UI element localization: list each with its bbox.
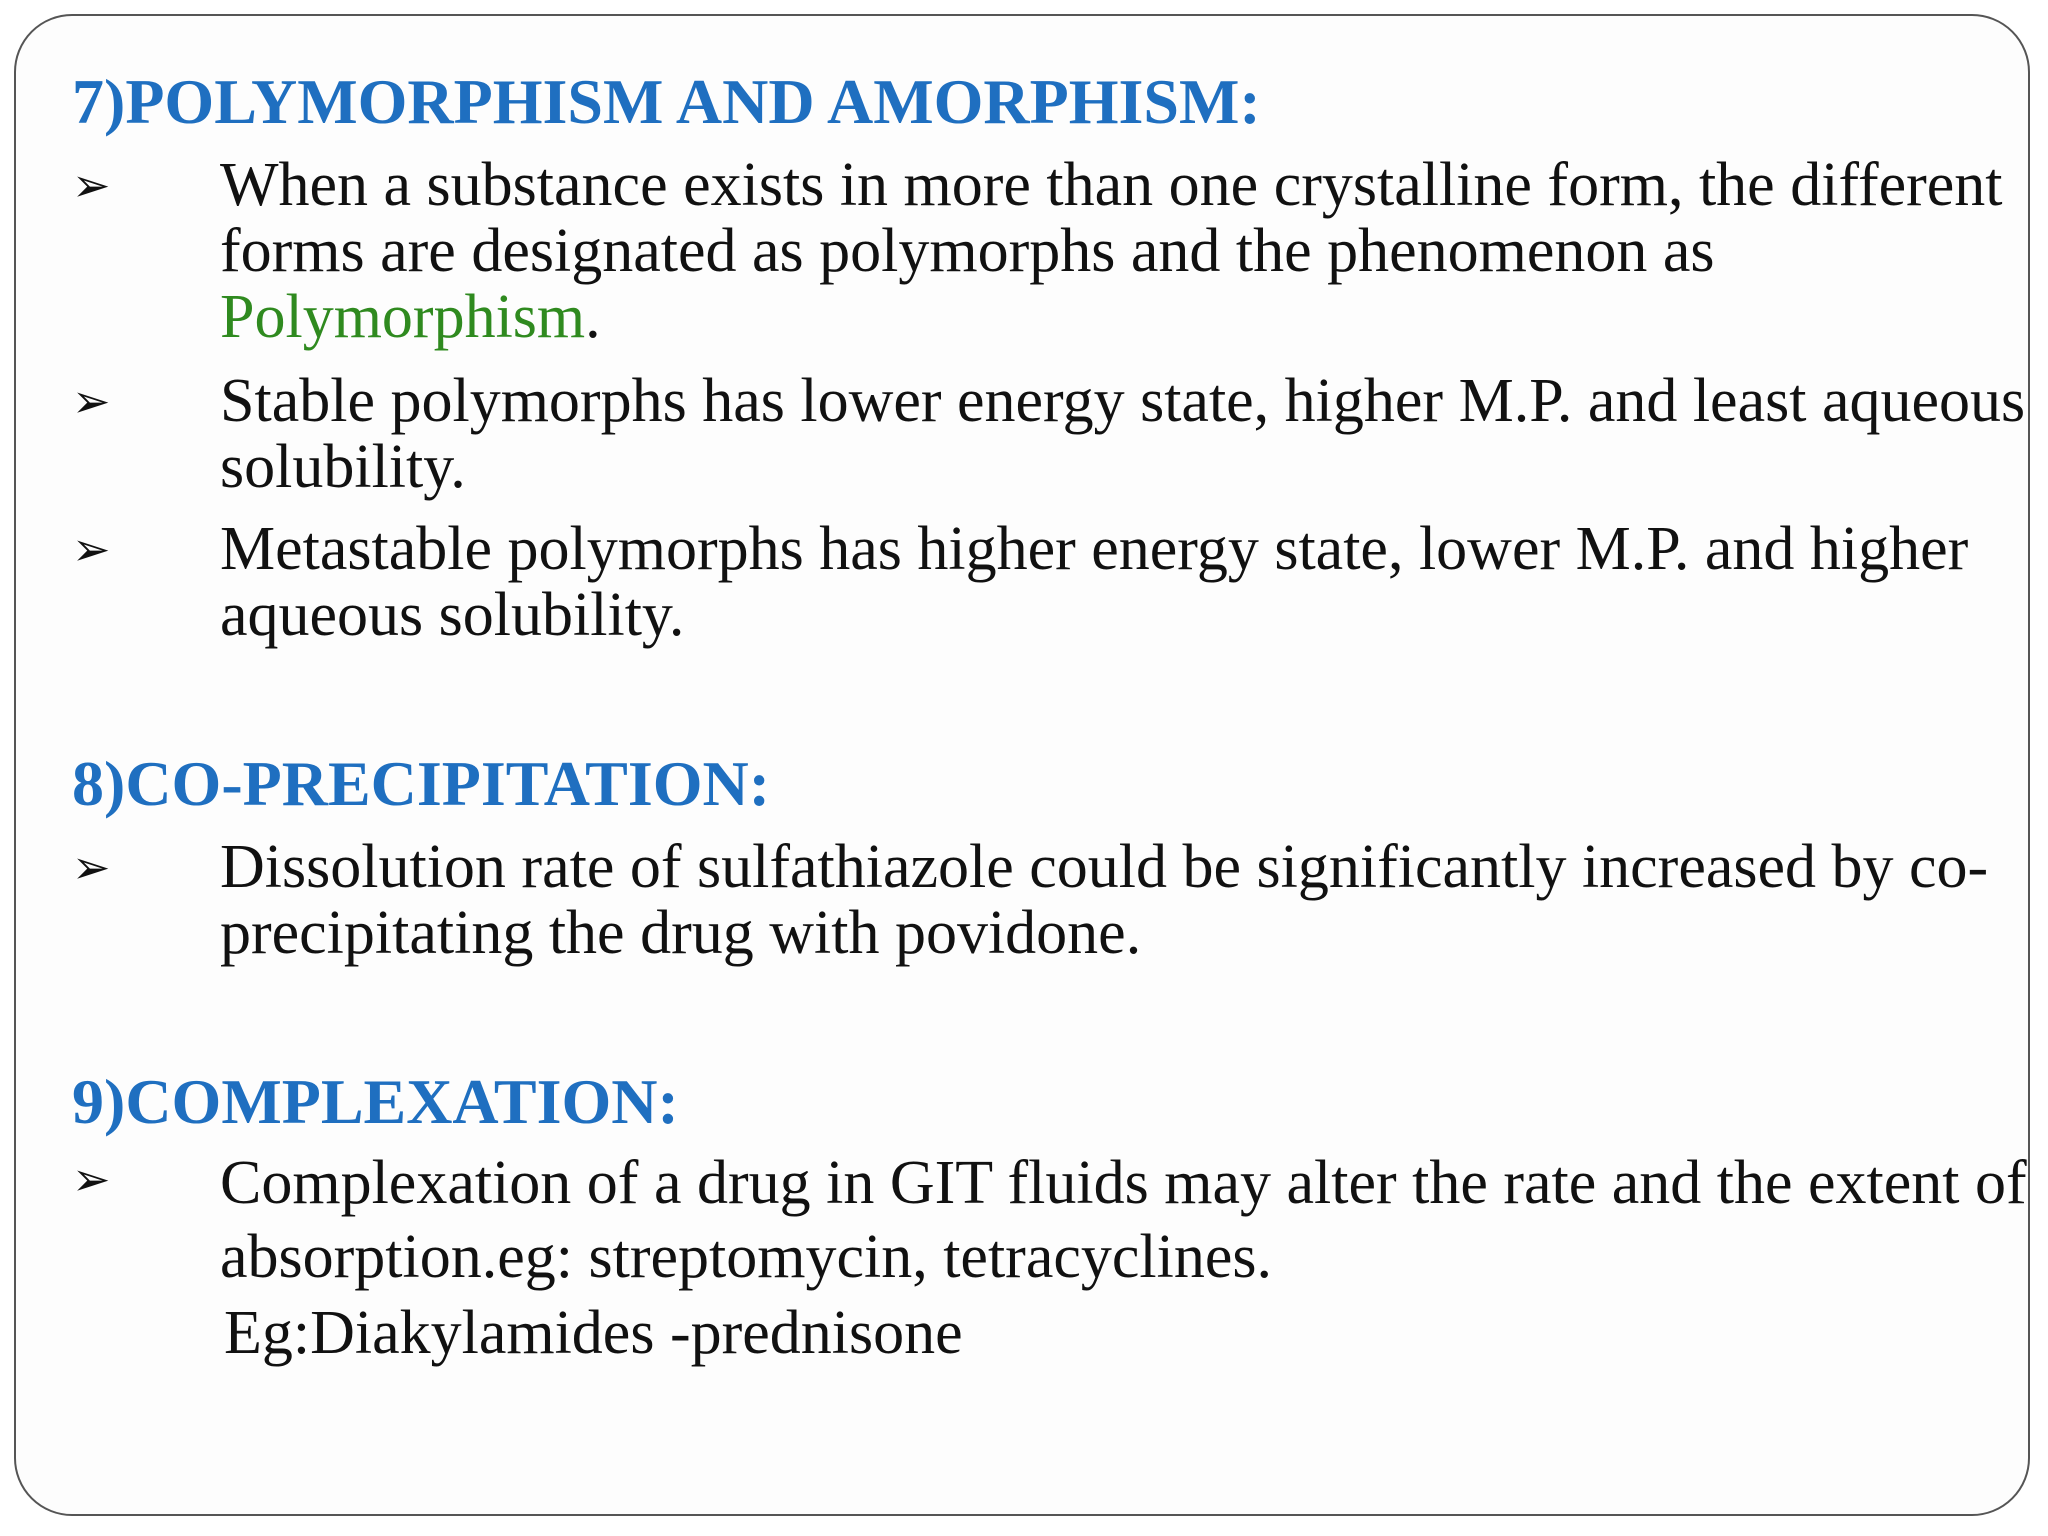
heading-co-precipitation: 8)CO-PRECIPITATION:: [72, 748, 771, 819]
bullet-text: Dissolution rate of sulfathiazole could be significantly increased by co-precipitating the drug with povidone.: [220, 833, 1989, 967]
arrow-bullet-icon: ➢: [72, 374, 111, 428]
bullet-text: Stable polymorphs has lower energy state, higher M.P. and least aqueous solubility.: [220, 367, 2026, 501]
heading-complexation: 9)COMPLEXATION:: [72, 1066, 679, 1137]
arrow-bullet-icon: ➢: [72, 840, 111, 894]
bullet-text: Metastable polymorphs has higher energy state, lower M.P. and higher aqueous solubility.: [220, 515, 1969, 649]
bullet-text: Complexation of a drug in GIT fluids may alter the rate and the extent of absorption.eg: streptomycin, tetracyclines.: [220, 1149, 2027, 1291]
arrow-bullet-icon: ➢: [72, 1152, 111, 1206]
highlight-term: Polymorphism: [220, 283, 586, 351]
arrow-bullet-icon: ➢: [72, 522, 111, 576]
example-line: Eg:Diakylamides -prednisone: [224, 1299, 963, 1367]
arrow-bullet-icon: ➢: [72, 158, 111, 212]
heading-polymorphism: 7)POLYMORPHISM AND AMORPHISM:: [72, 66, 1261, 137]
bullet-text: When a substance exists in more than one crystalline form, the different forms are designated as polymorphs and the phenomenon as Polymorphism.: [220, 151, 2003, 351]
